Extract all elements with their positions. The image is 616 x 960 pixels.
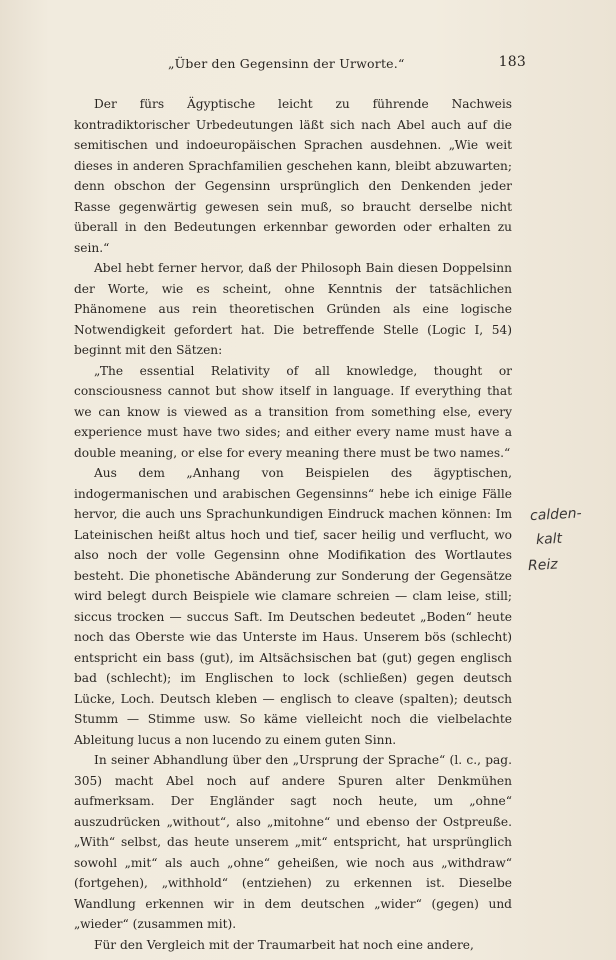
paragraph-6: Für den Vergleich mit der Traumarbeit hat noch eine andere, (94, 937, 474, 952)
running-title: „Über den Gegensinn der Urworte.“ (168, 56, 405, 71)
paragraph-2: Abel hebt ferner hervor, daß der Philosoph Bain diesen Doppelsinn der Worte, wie es scheint, ohne Kenntnis der tatsächlichen Phänomene aus rein theoretischen Gründen als eine logische Notwendigkeit gefordert hat. Die betreffende Stelle (Logic I, 54) beginnt mit den Sätzen: (74, 261, 512, 357)
paragraph-5: In seiner Abhandlung über den „Ursprung der Sprache“ (l. c., pag. 305) macht Abel noch auf andere Spuren alter Denkmühen aufmerksam. Der Engländer sagt noch heute, um „ohne“ auszudrücken „without“, also „mitohne“ und ebenso der Ostpreuße. „With“ selbst, das heute unserem „mit“ entspricht, hat ursprünglich sowohl „mit“ als auch „ohne“ geheißen, wie noch aus „withdraw“ (fortgehen), „withhold“ (entziehen) zu erkennen ist. Dieselbe Wandlung erkennen wir in dem deutschen „wider“ (gegen) und „wieder“ (zusammen mit). (74, 753, 512, 931)
margin-note-2: kalt (535, 530, 563, 549)
paragraph-3-quote: „The essential Relativity of all knowledge, thought or consciousness cannot but show itself in language. If everything that we can know is viewed as a transition from something else, every experience must have two sides; and either every name must have a double meaning, or else for every meaning there must be two names.“ (74, 363, 512, 460)
page-number: 183 (498, 54, 526, 70)
paragraph-1: Der fürs Ägyptische leicht zu führende Nachweis kontradiktorischer Urbedeutungen läßt sich nach Abel auch auf die semitischen und indoeuropäischen Sprachen ausdehnen. „Wie weit dieses in anderen Sprachfamilien geschehen kann, bleibt abzuwarten; denn obschon der Gegensinn ursprünglich den Denkenden jeder Rasse gegenwärtig gewesen sein muß, so braucht derselbe nicht überall in den Bedeutungen erkennbar geworden oder erhalten zu sein.“ (74, 97, 512, 255)
paragraph-4: Aus dem „Anhang von Beispielen des ägyptischen, indogermanischen und arabischen Gegensinns“ hebe ich einige Fälle hervor, die auch uns Sprachunkundigen Eindruck machen können: Im Lateinischen heißt altus hoch und tief, sacer heilig und verflucht, wo also noch der volle Gegensinn ohne Modifikation des Wortlautes besteht. Die phonetische Abänderung zur Sonderung der Gegensätze wird belegt durch Beispiele wie clamare schreien — clam leise, still; siccus trocken — succus Saft. Im Deutschen bedeutet „Boden“ heute noch das Oberste wie das Unterste im Haus. Unserem bös (schlecht) entspricht ein bass (gut), im Altsächsischen bat (gut) gegen englisch bad (schlecht); im Englischen to lock (schließen) gegen deutsch Lücke, Loch. Deutsch kleben — englisch to cleave (spalten); deutsch Stumm — Stimme usw. So käme vielleicht noch die vielbelachte Ableitung lucus a non lucendo zu einem guten Sinn. (74, 466, 512, 747)
body-text (74, 94, 512, 955)
margin-note-3: Reiz (527, 556, 559, 575)
margin-note-1: calden- (529, 505, 582, 525)
